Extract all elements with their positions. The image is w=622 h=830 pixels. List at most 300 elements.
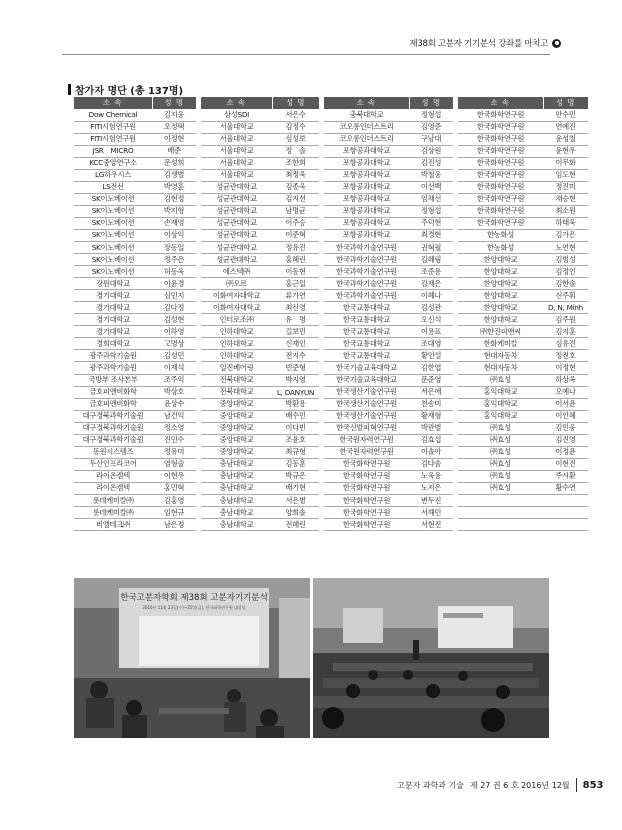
table-row (458, 470, 588, 482)
affiliation-cell: 성균관대학교 (201, 229, 272, 241)
name-cell: 김생별 (152, 169, 196, 181)
affiliation-cell: 성균관대학교 (201, 193, 272, 205)
affiliation-cell: 이화여자대학교 (201, 290, 272, 302)
affiliation-cell: 롯데케미칼㈜ (74, 507, 152, 519)
name-cell: 황인설 (409, 350, 453, 362)
affiliation-cell: 중앙대학교 (201, 410, 272, 422)
name-cell: 최소원 (543, 205, 588, 217)
table-row (201, 121, 319, 133)
table-row (201, 290, 319, 302)
name-cell: 이인혜 (543, 410, 588, 422)
affiliation-cell: 중앙대학교 (201, 446, 272, 458)
section-title: 참가자 명단 (총 137명) (75, 86, 184, 97)
name-cell: 최경현 (409, 229, 453, 241)
participant-tables (74, 97, 588, 531)
affiliation-cell: 인터로조㈜ (201, 314, 272, 326)
org-header: 소 속 (201, 97, 272, 109)
name-cell: 문준영 (409, 374, 453, 386)
affiliation-cell: SK이노베이션 (74, 205, 152, 217)
affiliation-cell: 현대자동차 (458, 350, 543, 362)
table-row (74, 507, 196, 519)
bullet-icon (552, 39, 561, 48)
affiliation-cell: 삼성SDI (201, 109, 272, 121)
affiliation-cell: 한국기술교육대학교 (324, 362, 409, 374)
affiliation-cell: 성균관대학교 (201, 217, 272, 229)
name-cell: 천송미 (409, 398, 453, 410)
participant-table-3 (324, 97, 453, 531)
name-cell: 박규은 (272, 470, 319, 482)
table-row (324, 169, 453, 181)
name-cell: 양희솔 (272, 507, 319, 519)
affiliation-cell: 서울대학교 (201, 145, 272, 157)
table-row (74, 169, 196, 181)
affiliation-cell: 포항공과대학교 (324, 205, 409, 217)
table-row (201, 242, 319, 254)
name-cell: 문성희 (152, 157, 196, 169)
name-cell: 심유진 (543, 338, 588, 350)
affiliation-cell: 코오롱인더스트리 (324, 121, 409, 133)
name-cell: 이정현 (543, 362, 588, 374)
affiliation-cell: 중앙대학교 (201, 398, 272, 410)
table-row (201, 350, 319, 362)
name-header: 성 명 (543, 97, 588, 109)
affiliation-cell: 한양대학교 (458, 266, 543, 278)
name-cell: 조윤호 (272, 434, 319, 446)
name-cell: 최정욱 (272, 169, 319, 181)
name-cell: 안수민 (543, 109, 588, 121)
name-cell: 김진영 (543, 434, 588, 446)
table-row (74, 326, 196, 338)
affiliation-cell: 한국기술교육대학교 (324, 374, 409, 386)
table-row (458, 157, 588, 169)
name-header: 성 명 (152, 97, 196, 109)
name-cell: 김한솔 (543, 278, 588, 290)
table-row (324, 374, 453, 386)
header-title: 제38회 고분자 기기분석 강좌를 마치고 (409, 39, 548, 49)
table-row (201, 362, 319, 374)
name-cell: 서해민 (409, 507, 453, 519)
table-row (324, 362, 453, 374)
table-row (458, 495, 588, 507)
table-row (458, 133, 588, 145)
affiliation-cell: 한국화학연구원 (324, 519, 409, 531)
name-cell: 박상호 (152, 386, 196, 398)
name-cell: 하상옥 (543, 374, 588, 386)
table-row (458, 302, 588, 314)
table-row (458, 398, 588, 410)
section-heading (68, 82, 183, 97)
table-row (458, 109, 588, 121)
table-row (458, 386, 588, 398)
table-row (201, 145, 319, 157)
affiliation-cell: 한국생산기술연구원 (324, 410, 409, 422)
table-row (201, 169, 319, 181)
table-row (201, 217, 319, 229)
affiliation-cell: 홍익대학교 (458, 410, 543, 422)
table-row (324, 157, 453, 169)
table-row (74, 314, 196, 326)
affiliation-cell: 한국화학연구원 (324, 458, 409, 470)
name-cell: 김정수 (272, 121, 319, 133)
affiliation-cell: 성균관대학교 (201, 205, 272, 217)
name-cell: 이혜나 (409, 290, 453, 302)
name-cell: 하태욱 (543, 217, 588, 229)
table-row (201, 422, 319, 434)
name-cell: 남명균 (272, 205, 319, 217)
name-cell: 이준혁 (272, 229, 319, 241)
table-row (74, 181, 196, 193)
affiliation-cell: 국방부 조사본부 (74, 374, 152, 386)
affiliation-cell: 광주과학기술원 (74, 362, 152, 374)
table-row (201, 446, 319, 458)
name-cell: 연예진 (543, 121, 588, 133)
affiliation-cell: ㈜효성 (458, 434, 543, 446)
name-cell: 김다솜 (409, 458, 453, 470)
table-row (74, 217, 196, 229)
table-row (458, 374, 588, 386)
name-cell: 남은정 (152, 519, 196, 531)
table-row (324, 338, 453, 350)
affiliation-cell: 한국화학연구원 (458, 145, 543, 157)
name-cell: 김성민 (152, 350, 196, 362)
affiliation-cell: FITI시험연구원 (74, 121, 152, 133)
table-row (458, 121, 588, 133)
table-row (201, 495, 319, 507)
name-cell: 이용표 (409, 326, 453, 338)
name-cell: 조대영 (409, 338, 453, 350)
affiliation-cell: 대구경북과학기술원 (74, 434, 152, 446)
page-footer (397, 778, 604, 792)
participant-table-4 (458, 97, 588, 531)
table-row (324, 314, 453, 326)
table-row (201, 229, 319, 241)
affiliation-cell: SK이노베이션 (74, 193, 152, 205)
name-cell: 남건익 (152, 410, 196, 422)
affiliation-cell: 한국화학연구원 (458, 205, 543, 217)
affiliation-cell: 대구경북과학기술원 (74, 422, 152, 434)
table-row (74, 519, 196, 531)
participant-table-1 (74, 97, 196, 531)
affiliation-cell: 성균관대학교 (201, 242, 272, 254)
affiliation-cell: 한국화학연구원 (458, 121, 543, 133)
table-row (201, 205, 319, 217)
affiliation-cell: 한국화학연구원 (458, 133, 543, 145)
journal-issue: 제 27 권 6 호 2016년 12월 (469, 780, 570, 790)
name-cell: 김성관 (409, 302, 453, 314)
table-row (458, 314, 588, 326)
name-cell: 이무화 (543, 157, 588, 169)
table-row (458, 434, 588, 446)
affiliation-cell: 전북대학교 (201, 386, 272, 398)
affiliation-cell: 경기대학교 (74, 290, 152, 302)
affiliation-cell: 홍익대학교 (458, 386, 543, 398)
affiliation-cell (458, 519, 543, 531)
name-cell: 정소영 (152, 422, 196, 434)
name-cell: 고명상 (152, 338, 196, 350)
name-cell: 임도현 (543, 169, 588, 181)
table-row (201, 326, 319, 338)
table-row (324, 350, 453, 362)
affiliation-cell: 한국화학연구원 (458, 181, 543, 193)
table-row (324, 446, 453, 458)
affiliation-cell: ㈜효성 (458, 374, 543, 386)
table-row (458, 290, 588, 302)
affiliation-cell: 한국교통대학교 (324, 326, 409, 338)
affiliation-cell: SK이노베이션 (74, 229, 152, 241)
table-row (201, 133, 319, 145)
affiliation-cell: SK이노베이션 (74, 254, 152, 266)
affiliation-cell: 한국교통대학교 (324, 314, 409, 326)
journal-name: 고분자 과학과 기술 (397, 780, 464, 790)
running-header (410, 37, 562, 49)
name-cell: 류가연 (272, 290, 319, 302)
affiliation-cell: 한국화학연구원 (458, 109, 543, 121)
table-row (458, 482, 588, 494)
org-header: 소 속 (74, 97, 152, 109)
table-row (74, 362, 196, 374)
photo-banner-text: 한국고분자학회 제38회 고분자기기분석 (120, 593, 268, 603)
name-cell: 최신영 (272, 302, 319, 314)
name-cell: 신주휘 (543, 290, 588, 302)
affiliation-cell: 한국과학기술연구원 (324, 254, 409, 266)
table-row (324, 229, 453, 241)
table-row (324, 278, 453, 290)
table-row (201, 410, 319, 422)
name-cell: 김혜림 (409, 254, 453, 266)
table-row (74, 434, 196, 446)
name-cell: 임현규 (152, 507, 196, 519)
name-cell: 홍민혁 (152, 482, 196, 494)
name-cell: 서현진 (409, 519, 453, 531)
affiliation-cell: 경기대학교 (74, 326, 152, 338)
lecture-photo-2 (313, 578, 549, 738)
name-cell: 노지은 (409, 482, 453, 494)
table-row (74, 374, 196, 386)
table-row (324, 193, 453, 205)
affiliation-cell: Dow Chemical (74, 109, 152, 121)
name-cell: 서은별 (272, 495, 319, 507)
affiliation-cell: ㈜한진피앤씨 (458, 326, 543, 338)
affiliation-cell: 중앙대학교 (201, 434, 272, 446)
table-row (201, 314, 319, 326)
name-cell: 이현우 (152, 470, 196, 482)
name-cell: 채승현 (543, 193, 588, 205)
name-cell: 조주익 (152, 374, 196, 386)
name-cell: 이재석 (152, 362, 196, 374)
affiliation-cell: 한국원자력연구원 (324, 446, 409, 458)
affiliation-cell: 포항공과대학교 (324, 157, 409, 169)
name-cell: 이서윤 (543, 398, 588, 410)
table-row (458, 458, 588, 470)
affiliation-cell: 충남대학교 (201, 470, 272, 482)
affiliation-cell (458, 495, 543, 507)
affiliation-cell: 한국교통대학교 (324, 338, 409, 350)
table-row (74, 398, 196, 410)
affiliation-cell: 한국생산기술연구원 (324, 398, 409, 410)
table-row (74, 458, 196, 470)
name-cell: 박철웅 (409, 169, 453, 181)
table-row (458, 266, 588, 278)
name-cell: 변두진 (409, 495, 453, 507)
affiliation-cell: 포항공과대학교 (324, 193, 409, 205)
table-row (458, 205, 588, 217)
table-row (458, 507, 588, 519)
affiliation-cell: 한양대학교 (458, 302, 543, 314)
affiliation-cell: 한국화학연구원 (458, 157, 543, 169)
name-cell: 염형술 (152, 458, 196, 470)
table-row (324, 254, 453, 266)
name-cell: 오신석 (409, 314, 453, 326)
name-cell: 정진호 (543, 350, 588, 362)
table-row (324, 181, 453, 193)
affiliation-cell: 한국신발피혁연구원 (324, 422, 409, 434)
name-cell (543, 507, 588, 519)
affiliation-cell: 경기대학교 (74, 302, 152, 314)
table-row (324, 266, 453, 278)
table-row (324, 386, 453, 398)
affiliation-cell: 한농화성 (458, 242, 543, 254)
table-row (74, 482, 196, 494)
table-row (458, 410, 588, 422)
affiliation-cell: 충남대학교 (201, 458, 272, 470)
table-row (74, 145, 196, 157)
table-row (324, 326, 453, 338)
photo-banner-sub: 2016년 11월 23일(수)~25일(금), 한국화학연구원 대강당 (142, 605, 246, 610)
page-number: 853 (582, 779, 604, 791)
affiliation-cell: FITI시험연구원 (74, 133, 152, 145)
name-cell: 김지웅 (152, 109, 196, 121)
table-row (324, 242, 453, 254)
name-cell: 박지형 (152, 205, 196, 217)
table-row (324, 133, 453, 145)
affiliation-cell: 일진베어링 (201, 362, 272, 374)
affiliation-cell: 포항공과대학교 (324, 169, 409, 181)
name-cell: 윤성철 (543, 133, 588, 145)
name-cell: 오예나 (543, 386, 588, 398)
table-row (324, 495, 453, 507)
table-row (201, 157, 319, 169)
name-cell: 윤상수 (152, 398, 196, 410)
table-row (201, 181, 319, 193)
name-cell: 정유미 (152, 446, 196, 458)
name-cell: 노연현 (543, 242, 588, 254)
name-cell: 황재형 (409, 410, 453, 422)
affiliation-cell: SK이노베이션 (74, 242, 152, 254)
affiliation-cell: 한국과학기술연구원 (324, 266, 409, 278)
name-cell (543, 495, 588, 507)
table-row (324, 205, 453, 217)
name-cell: 박환용 (272, 398, 319, 410)
affiliation-cell: 인하대학교 (201, 326, 272, 338)
table-row (74, 470, 196, 482)
affiliation-cell: 서울대학교 (201, 169, 272, 181)
name-cell: 김재은 (409, 278, 453, 290)
affiliation-cell: ㈜효성 (458, 482, 543, 494)
name-cell: 최규형 (272, 446, 319, 458)
affiliation-cell: 한국교통대학교 (324, 350, 409, 362)
lecture-photo-1 (74, 578, 310, 738)
table-row (458, 169, 588, 181)
table-row (201, 519, 319, 531)
name-cell: 빈준형 (272, 362, 319, 374)
name-cell: 이정현 (152, 133, 196, 145)
affiliation-cell: 라이온켐텍 (74, 482, 152, 494)
name-cell: 김정인 (543, 266, 588, 278)
name-cell: 정진미 (543, 181, 588, 193)
name-cell: 홍근일 (272, 278, 319, 290)
affiliation-cell: 현대자동차 (458, 362, 543, 374)
affiliation-cell: 경희대학교 (74, 338, 152, 350)
affiliation-cell: 인하대학교 (201, 350, 272, 362)
table-row (458, 217, 588, 229)
name-cell: 홍혜린 (272, 254, 319, 266)
name-cell: 주덕현 (409, 217, 453, 229)
table-row (74, 242, 196, 254)
name-cell: 심성보 (272, 133, 319, 145)
table-row (458, 278, 588, 290)
affiliation-cell: 한국화학연구원 (324, 495, 409, 507)
affiliation-cell: 한국교통대학교 (324, 302, 409, 314)
name-cell: 이다빈 (272, 422, 319, 434)
name-cell: 이하영 (152, 326, 196, 338)
table-row (458, 193, 588, 205)
name-cell: 신재인 (272, 338, 319, 350)
name-cell: 이주승 (272, 217, 319, 229)
table-row (458, 145, 588, 157)
affiliation-cell: 충북대학교 (324, 109, 409, 121)
affiliation-cell: 한국생산기술연구원 (324, 386, 409, 398)
table-row (74, 495, 196, 507)
table-row (74, 229, 196, 241)
table-row (458, 519, 588, 531)
table-row (458, 446, 588, 458)
affiliation-cell: ㈜효성 (458, 458, 543, 470)
affiliation-cell: 인하대학교 (201, 338, 272, 350)
name-cell: 전혜린 (272, 519, 319, 531)
table-row (458, 242, 588, 254)
affiliation-cell: 한국화학연구원 (458, 169, 543, 181)
name-cell: 조준용 (409, 266, 453, 278)
table-row (74, 121, 196, 133)
name-cell: 유 명 (272, 314, 319, 326)
affiliation-cell: 포항공과대학교 (324, 229, 409, 241)
table-row (324, 434, 453, 446)
affiliation-cell: ㈜효성 (458, 422, 543, 434)
affiliation-cell: LS전선 (74, 181, 152, 193)
affiliation-cell: 성균관대학교 (201, 181, 272, 193)
table-row (324, 290, 453, 302)
affiliation-cell: 동원시스템즈 (74, 446, 152, 458)
affiliation-cell: 성균관대학교 (201, 254, 272, 266)
affiliation-cell: 홍익대학교 (458, 398, 543, 410)
name-cell: 배준 (152, 145, 196, 157)
name-cell: 김성현 (152, 314, 196, 326)
table-row (201, 386, 319, 398)
footer-divider (576, 778, 577, 792)
table-row (201, 434, 319, 446)
name-cell: 윤현우 (543, 145, 588, 157)
affiliation-cell: LG하우시스 (74, 169, 152, 181)
affiliation-cell: 한양대학교 (458, 290, 543, 302)
table-row (458, 362, 588, 374)
affiliation-cell: 충남대학교 (201, 507, 272, 519)
affiliation-cell: 포항공과대학교 (324, 217, 409, 229)
name-cell: 임채선 (409, 193, 453, 205)
name-cell: 이상익 (152, 229, 196, 241)
affiliation-cell: 광주과학기술원 (74, 350, 152, 362)
affiliation-cell: 서울대학교 (201, 121, 272, 133)
table-row (74, 386, 196, 398)
